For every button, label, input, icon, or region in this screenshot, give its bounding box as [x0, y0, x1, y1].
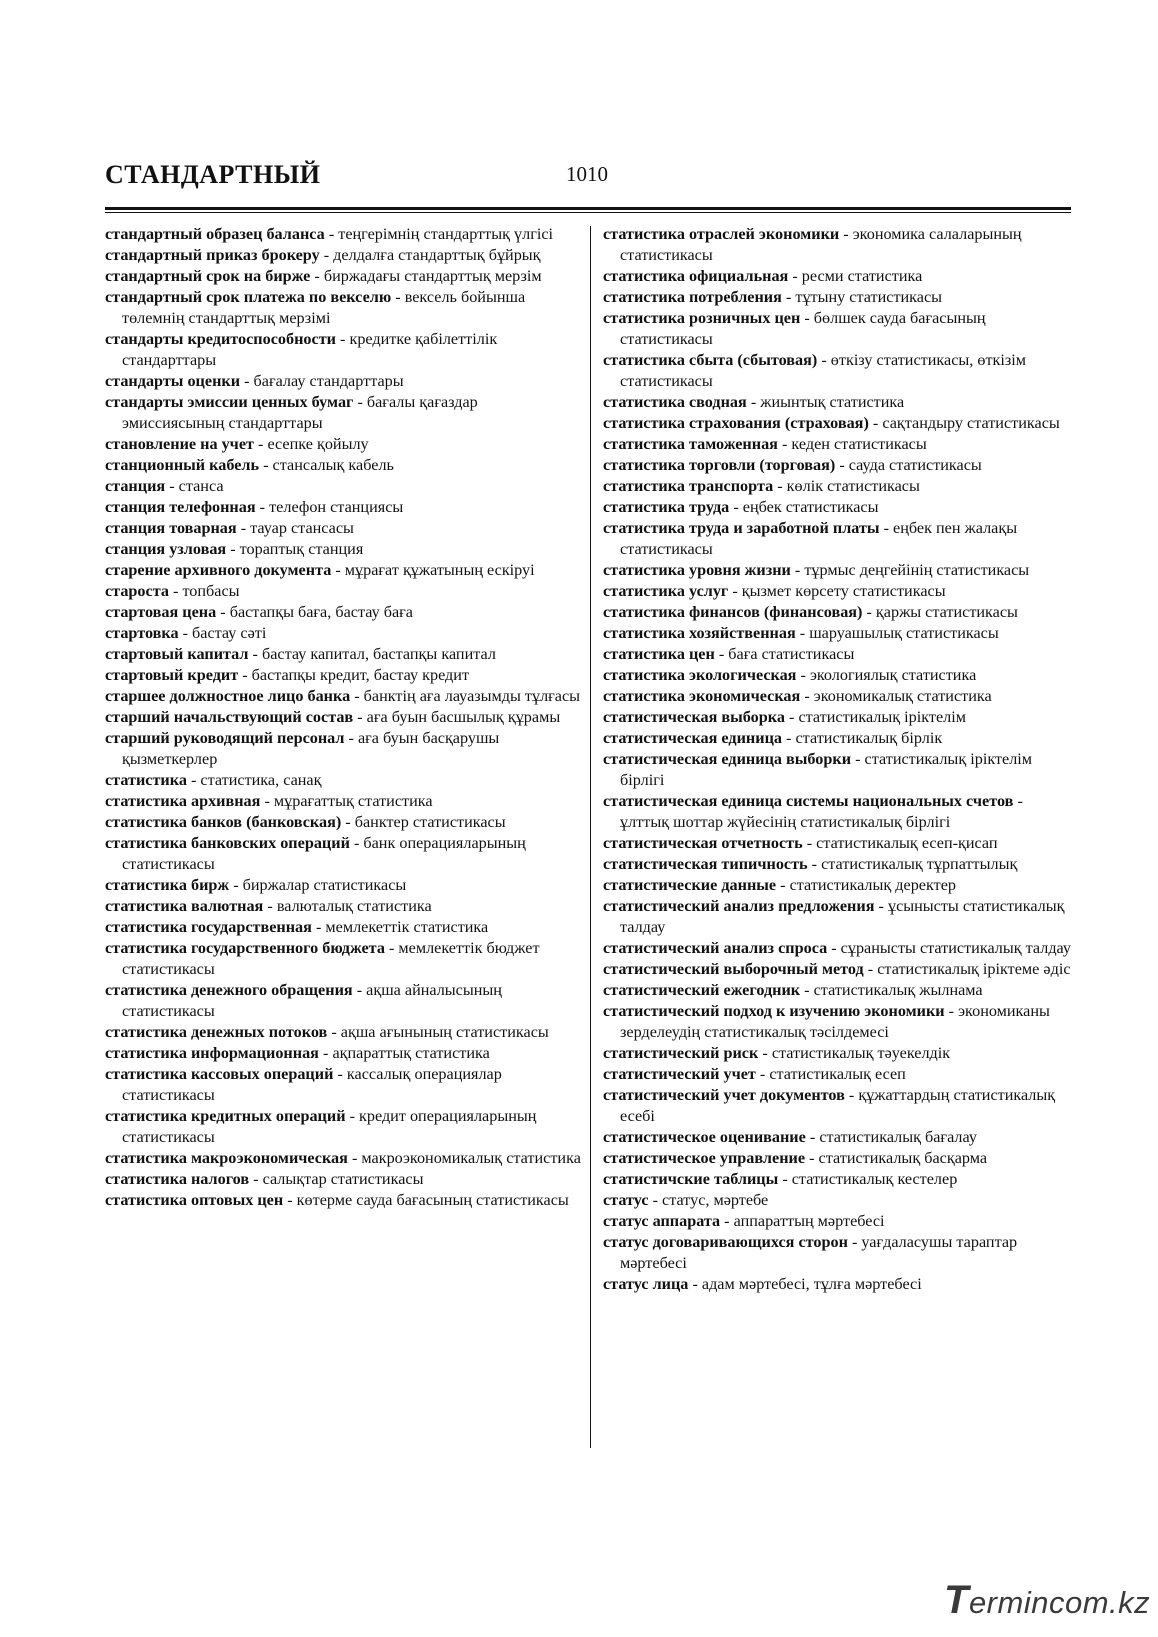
entry-translation: вексель бойынша төлемнің стандарттық мерзімі: [122, 288, 526, 327]
dictionary-entry: статус - статус, мәртебе: [603, 1191, 769, 1209]
entry-translation: кассалық операциялар статистикасы: [122, 1065, 502, 1104]
entry-translation: мемлекеттік бюджет статистикасы: [122, 939, 540, 978]
dictionary-entry: статус аппарата - аппараттың мәртебесі: [603, 1212, 885, 1230]
watermark-initial: T: [944, 1578, 969, 1622]
entry-translation: бөлшек сауда бағасының статистикасы: [620, 309, 986, 348]
entry-translation: статистикалық жылнама: [813, 981, 983, 999]
entry-term: статистическая отчетность: [603, 834, 803, 852]
entry-translation: делдалға стандарттық бұйрық: [333, 246, 541, 264]
dictionary-entry: статистика услуг - қызмет көрсету статистикасы: [603, 582, 946, 600]
entry-translation: статистикалық басқарма: [818, 1149, 988, 1167]
dictionary-entry: статистика финансов (финансовая) - қаржы статистикасы: [603, 603, 1018, 621]
dictionary-entry: статистический риск - статистикалық тәуекелдік: [603, 1044, 951, 1062]
entry-translation: экономикалық статистика: [813, 687, 992, 705]
entry-term: стартовый кредит: [105, 666, 239, 684]
entry-translation: аппараттың мәртебесі: [733, 1212, 885, 1230]
entry-term: статистика налогов: [105, 1170, 250, 1188]
dictionary-entry: статистика таможенная - кеден статистикасы: [603, 435, 927, 453]
dictionary-entry: статистика сводная - жиынтық статистика: [603, 393, 905, 411]
entry-term: статистика транспорта: [603, 477, 774, 495]
entry-term: статистика оптовых цен: [105, 1191, 284, 1209]
entry-translation: өткізу статистикасы, өткізім статистикасы: [620, 351, 1027, 390]
left-column: [105, 224, 583, 1211]
dictionary-entry: статистика труда - еңбек статистикасы: [603, 498, 879, 516]
entry-translation: бастау капитал, бастапқы капитал: [261, 645, 496, 663]
entry-term: статистика отраслей экономики: [603, 225, 840, 243]
dictionary-entry: статистика розничных цен - бөлшек сауда бағасының статистикасы: [603, 309, 986, 348]
dictionary-entry: статистика денежных потоков - ақша ағынының статистикасы: [105, 1023, 549, 1041]
dictionary-entry: статистическая отчетность - статистикалық есеп-қисап: [603, 834, 998, 852]
dictionary-entry: станция узловая - тораптық станция: [105, 540, 364, 558]
dictionary-entry: статистический учет - статистикалық есеп: [603, 1065, 906, 1083]
dictionary-entry: статистические данные - статистикалық деректер: [603, 876, 956, 894]
entry-term: статистика государственная: [105, 918, 312, 936]
entry-term: станционный кабель: [105, 456, 260, 474]
header-rule: [105, 207, 1071, 210]
dictionary-entry: статистика банковских операций - банк операцияларының статистикасы: [105, 834, 526, 873]
entry-translation: кредит операцияларының статистикасы: [122, 1107, 537, 1146]
entry-translation: аға буын басшылық құрамы: [366, 708, 561, 726]
entry-translation: телефон станциясы: [269, 498, 404, 516]
entry-term: стандартный срок платежа по векселю: [105, 288, 392, 306]
entry-term: статус договаривающихся сторон: [603, 1233, 848, 1251]
entry-term: статистика кассовых операций: [105, 1065, 334, 1083]
entry-translation: статистикалық іріктеме әдіс: [877, 960, 1071, 978]
entry-term: станция телефонная: [105, 498, 256, 516]
entry-term: статистика сбыта (сбытовая): [603, 351, 818, 369]
entry-translation: сұранысты статистикалық талдау: [840, 939, 1072, 957]
dictionary-entry: статус договаривающихся сторон - уағдаласушы тараптар мәртебесі: [603, 1233, 1018, 1272]
entry-term: статус аппарата: [603, 1212, 721, 1230]
dictionary-entry: статистическая единица выборки - статистикалық іріктелім бірлігі: [603, 750, 1033, 789]
entry-translation: статистикалық кестелер: [791, 1170, 958, 1188]
entry-translation: еңбек пен жалақы статистикасы: [620, 519, 1018, 558]
entry-translation: көлік статистикасы: [786, 477, 920, 495]
entry-term: статистический учет: [603, 1065, 756, 1083]
dictionary-entry: статус лица - адам мәртебесі, тұлға мәртебесі: [603, 1275, 922, 1293]
entry-translation: биржадағы стандарттық мерзім: [323, 267, 542, 285]
entry-term: статус: [603, 1191, 649, 1209]
entry-translation: статистикалық есеп: [769, 1065, 906, 1083]
entry-term: стандартный образец баланса: [105, 225, 325, 243]
entry-translation: экономика салаларының статистикасы: [620, 225, 1022, 264]
dictionary-entry: статистика отраслей экономики - экономика салаларының статистикасы: [603, 225, 1022, 264]
dictionary-entry: стандарты эмиссии ценных бумаг - бағалы қағаздар эмиссиясының стандарттары: [105, 393, 478, 432]
entry-term: статистическое оценивание: [603, 1128, 806, 1146]
entry-term: статистика валютная: [105, 897, 264, 915]
entry-translation: ұсынысты статистикалық талдау: [620, 897, 1065, 936]
entry-translation: мұрағаттық статистика: [273, 792, 433, 810]
dictionary-entry: статистика торговли (торговая) - сауда статистикасы: [603, 456, 982, 474]
entry-term: статистика государственного бюджета: [105, 939, 385, 957]
entry-translation: қызмет көрсету статистикасы: [741, 582, 946, 600]
dictionary-entry: статистическая выборка - статистикалық іріктелім: [603, 708, 966, 726]
entry-term: статистический выборочный метод: [603, 960, 864, 978]
dictionary-entry: статистика информационная - ақпараттық статистика: [105, 1044, 490, 1062]
entry-term: статистика цен: [603, 645, 715, 663]
entry-translation: мемлекеттік статистика: [325, 918, 489, 936]
entry-translation: есепке қойылу: [267, 435, 369, 453]
entry-term: статистическая единица: [603, 729, 782, 747]
entry-translation: экономиканы зерделеудің статистикалық тәсілдемесі: [620, 1002, 1050, 1041]
entry-term: статистика труда: [603, 498, 730, 516]
dictionary-entry: стандартный срок платежа по векселю - вексель бойынша төлемнің стандарттық мерзімі: [105, 288, 526, 327]
entry-term: стандарты оценки: [105, 372, 241, 390]
entry-translation: статистикалық іріктелім бірлігі: [620, 750, 1033, 789]
entry-term: статистика банковских операций: [105, 834, 350, 852]
entry-translation: тұтыну статистикасы: [795, 288, 943, 306]
dictionary-entry: стандартный образец баланса - теңгерімнің стандарттық үлгісі: [105, 225, 554, 243]
dictionary-entry: статистика страхования (страховая) - сақтандыру статистикасы: [603, 414, 1060, 432]
dictionary-entry: стартовый кредит - бастапқы кредит, бастау кредит: [105, 666, 470, 684]
entry-term: старшее должностное лицо банка: [105, 687, 351, 705]
entry-term: старший начальствующий состав: [105, 708, 354, 726]
entry-translation: статистикалық тұрпаттылық: [821, 855, 1018, 873]
dictionary-entry: статистика налогов - салықтар статистикасы: [105, 1170, 424, 1188]
dictionary-entry: статистическое управление - статистикалық басқарма: [603, 1149, 988, 1167]
entry-translation: ақша айналысының статистикасы: [122, 981, 502, 1020]
dictionary-entry: статистика экономическая - экономикалық статистика: [603, 687, 992, 705]
entry-translation: банктер статистикасы: [354, 813, 506, 831]
dictionary-entry: статистика государственного бюджета - мемлекеттік бюджет статистикасы: [105, 939, 540, 978]
dictionary-entry: статистическое оценивание - статистикалық бағалау: [603, 1128, 977, 1146]
entry-term: статистический анализ спроса: [603, 939, 828, 957]
entry-term: статистический подход к изучению экономики: [603, 1002, 945, 1020]
entry-term: статистика экономическая: [603, 687, 801, 705]
entry-translation: ақпараттық статистика: [332, 1044, 490, 1062]
entry-translation: салықтар статистикасы: [262, 1170, 424, 1188]
entry-term: старение архивного документа: [105, 561, 332, 579]
dictionary-entry: статистика архивная - мұрағаттық статистика: [105, 792, 433, 810]
entry-translation: кеден статистикасы: [791, 435, 927, 453]
dictionary-entry: станционный кабель - стансалық кабель: [105, 456, 394, 474]
entry-term: статистика информационная: [105, 1044, 319, 1062]
entry-translation: сауда статистикасы: [848, 456, 982, 474]
dictionary-entry: статистика кредитных операций - кредит операцияларының статистикасы: [105, 1107, 537, 1146]
watermark-rest: ermincom.kz: [968, 1585, 1151, 1620]
entry-term: староста: [105, 582, 169, 600]
entry-term: статистическая выборка: [603, 708, 785, 726]
entry-translation: статистикалық бірлік: [795, 729, 943, 747]
entry-term: стандартный срок на бирже: [105, 267, 311, 285]
entry-term: статистика архивная: [105, 792, 261, 810]
entry-translation: аға буын басқарушы қызметкерлер: [122, 729, 500, 768]
entry-translation: бастапқы баға, бастау баға: [229, 603, 413, 621]
dictionary-entry: статистический анализ предложения - ұсынысты статистикалық талдау: [603, 897, 1065, 936]
dictionary-entry: статистика официальная - ресми статистика: [603, 267, 923, 285]
dictionary-entry: статистика бирж - биржалар статистикасы: [105, 876, 407, 894]
dictionary-entry: стандартный срок на бирже - биржадағы стандарттық мерзім: [105, 267, 542, 285]
column-divider: [590, 226, 591, 1448]
entry-term: статистическая типичность: [603, 855, 808, 873]
entry-term: стандарты эмиссии ценных бумаг: [105, 393, 354, 411]
dictionary-entry: статистика валютная - валюталық статистика: [105, 897, 432, 915]
entry-translation: кредитке қабілеттілік стандарттары: [122, 330, 498, 369]
entry-term: статистика официальная: [603, 267, 789, 285]
entry-translation: мұрағат құжатының ескіруі: [344, 561, 535, 579]
header-rule-thin: [105, 212, 1071, 213]
entry-translation: тораптық станция: [239, 540, 364, 558]
entry-translation: көтерме сауда бағасының статистикасы: [296, 1191, 569, 1209]
dictionary-entry: статистика банков (банковская) - банктер статистикасы: [105, 813, 506, 831]
entry-translation: бағалау стандарттары: [253, 372, 404, 390]
entry-term: старший руководящий персонал: [105, 729, 345, 747]
dictionary-entry: статистика экологическая - экологиялық статистика: [603, 666, 977, 684]
entry-term: становление на учет: [105, 435, 254, 453]
entry-translation: банк операцияларының статистикасы: [122, 834, 526, 873]
entry-term: статистика: [105, 771, 187, 789]
dictionary-entry: стандарты кредитоспособности - кредитке қабілеттілік стандарттары: [105, 330, 498, 369]
entry-translation: статистикалық тәуекелдік: [771, 1044, 951, 1062]
entry-term: статистическая единица системы национальных счетов: [603, 792, 1014, 810]
entry-translation: жиынтық статистика: [760, 393, 905, 411]
entry-term: статистика денежного обращения: [105, 981, 353, 999]
entry-term: статус лица: [603, 1275, 689, 1293]
entry-translation: статистикалық есеп-қисап: [816, 834, 998, 852]
entry-term: стандарты кредитоспособности: [105, 330, 336, 348]
dictionary-entry: старшее должностное лицо банка - банктің аға лауазымды тұлғасы: [105, 687, 581, 705]
entry-term: статистика розничных цен: [603, 309, 801, 327]
entry-translation: уағдаласушы тараптар мәртебесі: [620, 1233, 1018, 1272]
entry-term: статистический учет документов: [603, 1086, 845, 1104]
entry-translation: шаруашылық статистикасы: [809, 624, 999, 642]
entry-term: статистика услуг: [603, 582, 729, 600]
dictionary-entry: староста - топбасы: [105, 582, 240, 600]
entry-term: статистика потребления: [603, 288, 782, 306]
entry-translation: тауар стансасы: [250, 519, 354, 537]
dictionary-entry: статистика государственная - мемлекеттік статистика: [105, 918, 489, 936]
entry-term: статистика бирж: [105, 876, 230, 894]
entry-translation: статистикалық деректер: [789, 876, 956, 894]
dictionary-entry: старший начальствующий состав - аға буын басшылық құрамы: [105, 708, 561, 726]
dictionary-entry: старение архивного документа - мұрағат құжатының ескіруі: [105, 561, 535, 579]
entry-translation: банктің аға лауазымды тұлғасы: [363, 687, 581, 705]
dictionary-entry: станция - станса: [105, 477, 224, 495]
entry-term: статистическая единица выборки: [603, 750, 852, 768]
dictionary-entry: станция товарная - тауар стансасы: [105, 519, 354, 537]
dictionary-entry: статистическая типичность - статистикалық тұрпаттылық: [603, 855, 1018, 873]
entry-term: статистика денежных потоков: [105, 1023, 328, 1041]
entry-term: статистический ежегодник: [603, 981, 801, 999]
entry-translation: статистикалық іріктелім: [798, 708, 966, 726]
entry-term: стартовка: [105, 624, 179, 642]
entry-term: стартовая цена: [105, 603, 217, 621]
entry-translation: статус, мәртебе: [662, 1191, 769, 1209]
dictionary-entry: статистический выборочный метод - статистикалық іріктеме әдіс: [603, 960, 1071, 978]
entry-translation: сақтандыру статистикасы: [882, 414, 1060, 432]
dictionary-entry: стартовый капитал - бастау капитал, бастапқы капитал: [105, 645, 496, 663]
entry-translation: биржалар статистикасы: [242, 876, 407, 894]
entry-translation: валюталық статистика: [276, 897, 432, 915]
entry-term: статистика макроэкономическая: [105, 1149, 348, 1167]
entry-translation: ақша ағынының статистикасы: [340, 1023, 549, 1041]
dictionary-entry: статистический анализ спроса - сұранысты статистикалық талдау: [603, 939, 1072, 957]
entry-translation: статистикалық бағалау: [819, 1128, 977, 1146]
entry-term: станция узловая: [105, 540, 227, 558]
entry-translation: бастау сәті: [192, 624, 267, 642]
dictionary-entry: стандартный приказ брокеру - делдалға стандарттық бұйрық: [105, 246, 541, 264]
entry-translation: макроэкономикалық статистика: [361, 1149, 581, 1167]
dictionary-entry: статистический подход к изучению экономики - экономиканы зерделеудің статистикалық тәсілдемесі: [603, 1002, 1050, 1041]
entry-translation: бағалы қағаздар эмиссиясының стандарттары: [122, 393, 478, 432]
dictionary-entry: статистика денежного обращения - ақша айналысының статистикасы: [105, 981, 502, 1020]
entry-translation: ұлттық шоттар жүйесінің статистикалық бірлігі: [620, 813, 951, 831]
entry-term: статистика торговли (торговая): [603, 456, 836, 474]
entry-term: статистический риск: [603, 1044, 759, 1062]
dictionary-entry: стартовая цена - бастапқы баға, бастау баға: [105, 603, 413, 621]
dictionary-entry: статистический ежегодник - статистикалық жылнама: [603, 981, 983, 999]
entry-term: статистика финансов (финансовая): [603, 603, 863, 621]
right-column: [603, 224, 1073, 1295]
entry-term: станция товарная: [105, 519, 237, 537]
entry-translation: теңгерімнің стандарттық үлгісі: [338, 225, 554, 243]
entry-translation: құжаттардың статистикалық есебі: [620, 1086, 1056, 1125]
dictionary-entry: станция телефонная - телефон станциясы: [105, 498, 404, 516]
dictionary-entry: статистика труда и заработной платы - еңбек пен жалақы статистикасы: [603, 519, 1018, 558]
entry-translation: статистика, санақ: [200, 771, 322, 789]
entry-translation: тұрмыс деңгейінің статистикасы: [804, 561, 1030, 579]
entry-translation: еңбек статистикасы: [742, 498, 879, 516]
entry-translation: адам мәртебесі, тұлға мәртебесі: [701, 1275, 922, 1293]
entry-term: статистическое управление: [603, 1149, 806, 1167]
entry-translation: қаржы статистикасы: [875, 603, 1018, 621]
dictionary-entry: статистика уровня жизни - тұрмыс деңгейінің статистикасы: [603, 561, 1030, 579]
entry-translation: станса: [178, 477, 224, 495]
entry-term: стандартный приказ брокеру: [105, 246, 320, 264]
entry-translation: баға статистикасы: [728, 645, 855, 663]
page-number: 1010: [566, 162, 608, 186]
entry-term: статистика экологическая: [603, 666, 797, 684]
entry-term: статистика страхования (страховая): [603, 414, 869, 432]
dictionary-entry: статистика сбыта (сбытовая) - өткізу статистикасы, өткізім статистикасы: [603, 351, 1027, 390]
dictionary-entry: становление на учет - есепке қойылу: [105, 435, 369, 453]
entry-term: станция: [105, 477, 166, 495]
entry-term: статистика сводная: [603, 393, 747, 411]
dictionary-entry: статистический учет документов - құжаттардың статистикалық есебі: [603, 1086, 1056, 1125]
entry-translation: топбасы: [182, 582, 240, 600]
entry-term: стартовый капитал: [105, 645, 249, 663]
entry-term: статистика труда и заработной платы: [603, 519, 880, 537]
dictionary-entry: статистическая единица системы национальных счетов - ұлттық шоттар жүйесінің статистикалық бірлігі: [603, 792, 1023, 831]
dictionary-entry: статистика цен - баға статистикасы: [603, 645, 855, 663]
entry-term: статистика таможенная: [603, 435, 778, 453]
dictionary-entry: статистика хозяйственная - шаруашылық статистикасы: [603, 624, 999, 642]
entry-term: статистичские таблицы: [603, 1170, 779, 1188]
dictionary-entry: стандарты оценки - бағалау стандарттары: [105, 372, 404, 390]
entry-term: статистический анализ предложения: [603, 897, 875, 915]
entry-translation: ресми статистика: [801, 267, 923, 285]
dictionary-entry: статистика транспорта - көлік статистикасы: [603, 477, 920, 495]
entry-term: статистика кредитных операций: [105, 1107, 346, 1125]
entry-translation: стансалық кабель: [272, 456, 394, 474]
entry-term: статистика хозяйственная: [603, 624, 796, 642]
entry-translation: бастапқы кредит, бастау кредит: [251, 666, 470, 684]
entry-term: статистика уровня жизни: [603, 561, 791, 579]
dictionary-entry: статистика - статистика, санақ: [105, 771, 322, 789]
entry-term: статистика банков (банковская): [105, 813, 342, 831]
dictionary-entry: статистика макроэкономическая - макроэкономикалық статистика: [105, 1149, 581, 1167]
dictionary-entry: статистическая единица - статистикалық бірлік: [603, 729, 943, 747]
dictionary-entry: старший руководящий персонал - аға буын басқарушы қызметкерлер: [105, 729, 500, 768]
dictionary-entry: статистичские таблицы - статистикалық кестелер: [603, 1170, 958, 1188]
dictionary-entry: стартовка - бастау сәті: [105, 624, 267, 642]
header-word: СТАНДАРТНЫЙ: [105, 160, 321, 189]
entry-translation: экологиялық статистика: [809, 666, 977, 684]
dictionary-entry: статистика потребления - тұтыну статистикасы: [603, 288, 943, 306]
entry-term: статистические данные: [603, 876, 777, 894]
dictionary-entry: статистика оптовых цен - көтерме сауда бағасының статистикасы: [105, 1191, 569, 1209]
site-watermark: [944, 1578, 1150, 1623]
dictionary-entry: статистика кассовых операций - кассалық операциялар статистикасы: [105, 1065, 502, 1104]
